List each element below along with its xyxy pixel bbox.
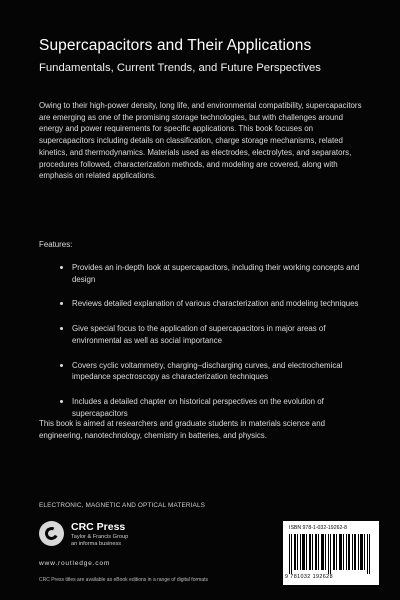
- feature-item: Provides an in-depth look at supercapacitors, including their working concepts and design: [59, 262, 369, 285]
- audience-statement: This book is aimed at researchers and graduate students in materials science and engineering, nanotechnology, chemistry in batteries, and physics.: [39, 419, 325, 440]
- feature-item: Give special focus to the application of supercapacitors in major areas of environmental as well as social importance: [59, 323, 369, 346]
- publisher-group-line: an informa business: [71, 541, 122, 547]
- publisher-group-line: Taylor & Francis Group: [71, 534, 129, 540]
- publisher-group: [71, 534, 128, 548]
- ebook-note: CRC Press titles are available as eBook editions in a range of digital formats: [39, 577, 208, 583]
- features-list: [59, 262, 369, 432]
- book-description: Owing to their high-power density, long life, and environmental compatibility, supercapacitors are emerging as one of the promising storage technologies, but with challenges around energy and power requirements for specific applications. This book focuses on supercapacitors including details on classification, charge storage mechanisms, related kinetics, and thermodynamics. Materials used as electrodes, electrolytes, and separators, procedures followed, characterization methods, and modeling are covered, along with emphasis on related applications.: [39, 101, 362, 181]
- barcode-bars: [289, 534, 373, 574]
- feature-item: Includes a detailed chapter on historical perspectives on the evolution of supercapacitors: [59, 396, 369, 419]
- series-name: ELECTRONIC, MAGNETIC AND OPTICAL MATERIALS: [39, 502, 206, 509]
- feature-item: Covers cyclic voltammetry, charging–discharging curves, and electrochemical impedance spectroscopy as characterization techniques: [59, 360, 369, 383]
- feature-item: Reviews detailed explanation of various characterization and modeling techniques: [59, 298, 369, 310]
- features-heading: Features:: [39, 240, 73, 249]
- barcode: [283, 521, 379, 585]
- isbn-label: ISBN 978-1-032-19262-8: [289, 525, 347, 531]
- crc-logo-icon: [39, 521, 64, 546]
- publisher-url[interactable]: www.routledge.com: [39, 560, 111, 567]
- barcode-number: 9 781032 192628: [285, 574, 333, 580]
- book-title: Supercapacitors and Their Applications: [39, 37, 312, 54]
- publisher-name: CRC Press: [71, 521, 126, 533]
- book-subtitle: Fundamentals, Current Trends, and Future Perspectives: [39, 62, 321, 74]
